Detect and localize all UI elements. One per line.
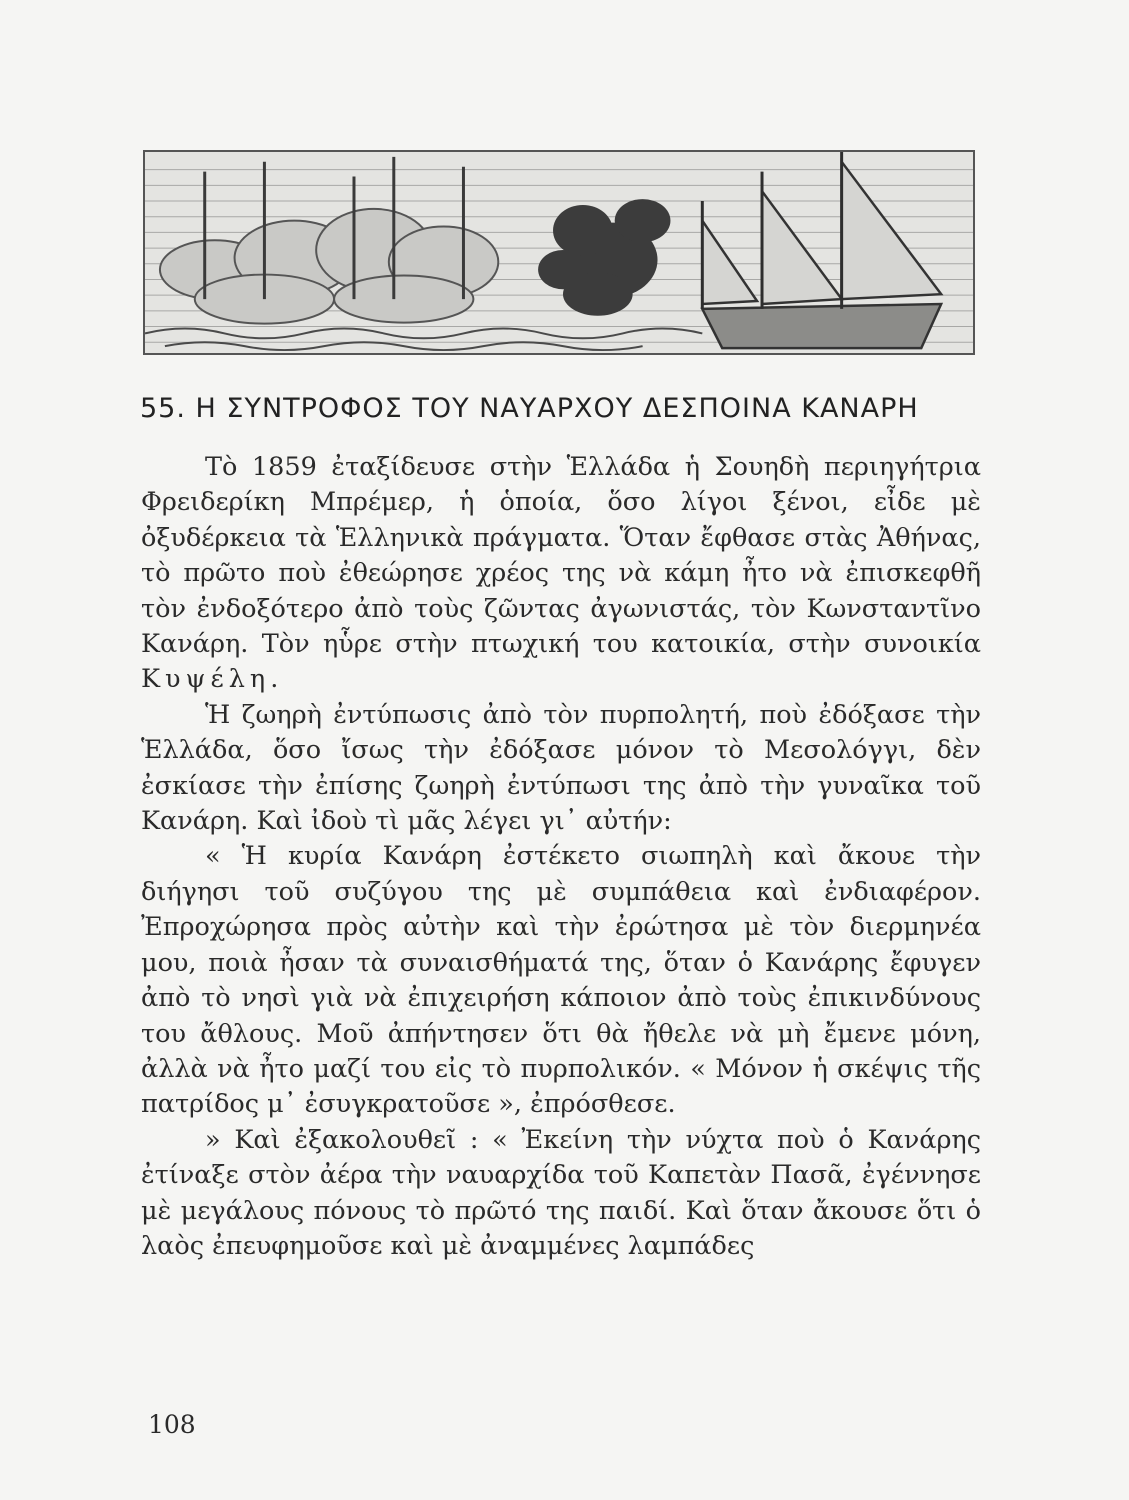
spaced-place-name: Κυψέλη <box>141 664 271 695</box>
paragraph-3: « Ἡ κυρία Κανάρη ἐστέκετο σιωπηλὴ καὶ ἄκουε τὴν διήγησι τοῦ συζύγου της μὲ συμπάθεια καὶ ἐνδιαφέρον. Ἐπροχώρησα πρὸς αὐτὴν καὶ τὴν ἐρώτησα μὲ τὸν διερμηνέα μου, ποιὰ ἦσαν τὰ συναισθήματά της, ὅταν ὁ Κανάρης ἔφυγεν ἀπὸ τὸ νησὶ γιὰ νὰ ἐπιχειρήση κάποιον ἀπὸ τοὺς ἐπικινδύνους του ἄθλους. Μοῦ ἀπήντησεν ὅτι θὰ ἤθελε νὰ μὴ ἔμενε μόνη, ἀλλὰ νὰ ἦτο μαζί του εἰς τὸ πυρπολικόν. « Μόνον ἡ σκέψις τῆς πατρίδος μ᾽ ἐσυγκρατοῦσε », ἐπρόσθεσε. <box>141 841 981 1120</box>
paragraph-4: » Καὶ ἐξακολουθεῖ : « Ἐκείνη τὴν νύχτα ποὺ ὁ Κανάρης ἐτίναξε στὸν ἀέρα τὴν ναυαρχίδα τοῦ Καπετὰν Πασᾶ, ἐγέννησε μὲ μεγάλους πόνους τὸ πρῶτό της παιδί. Καὶ ὅταν ἄκουσε ὅτι ὁ λαὸς ἐπευφημοῦσε καὶ μὲ ἀναμμένες λαμπάδες <box>141 1124 981 1261</box>
ships-naval-battle-icon <box>145 152 973 353</box>
ships-illustration <box>143 150 975 355</box>
paragraph-1-end: . <box>270 664 279 695</box>
body-text <box>141 450 981 1264</box>
paragraph-1 <box>141 450 981 698</box>
paragraph-1-text: Τὸ 1859 ἐταξίδευσε στὴν Ἑλλάδα ἡ Σουηδὴ περιηγήτρια Φρειδερίκη Μπρέμερ, ἡ ὁποία, ὅσο λίγοι ξένοι, εἶδε μὲ ὀξυδέρκεια τὰ Ἑλληνικὰ πράγματα. Ὅταν ἔφθασε στὰς Ἀθήνας, τὸ πρῶτο ποὺ ἐθεώρησε χρέος της νὰ κάμη ἦτο νὰ ἐπισκεφθῆ τὸν ἐνδοξότερο ἀπὸ τοὺς ζῶντας ἀγωνιστάς, τὸν Κωνσταντῖνο Κανάρη. Τὸν ηὗρε στὴν πτωχική του κατοικία, στὴν συνοικία <box>141 452 981 660</box>
page-number: 108 <box>148 1410 196 1439</box>
paragraph-2: Ἡ ζωηρὴ ἐντύπωσις ἀπὸ τὸν πυρπολητή, ποὺ ἐδόξασε τὴν Ἑλλάδα, ὅσο ἴσως τὴν ἐδόξασε μόνον τὸ Μεσολόγγι, δὲν ἐσκίασε τὴν ἐπίσης ζωηρὴ ἐντύπωσι της ἀπὸ τὴν γυναῖκα τοῦ Κανάρη. Καὶ ἰδοὺ τὶ μᾶς λέγει γι᾽ αὐτήν: <box>141 699 981 837</box>
chapter-title: 55. Η ΣΥΝΤΡΟΦΟΣ ΤΟΥ ΝΑΥΑΡΧΟΥ ΔΕΣΠΟΙΝΑ ΚΑΝΑΡΗ <box>140 393 919 424</box>
